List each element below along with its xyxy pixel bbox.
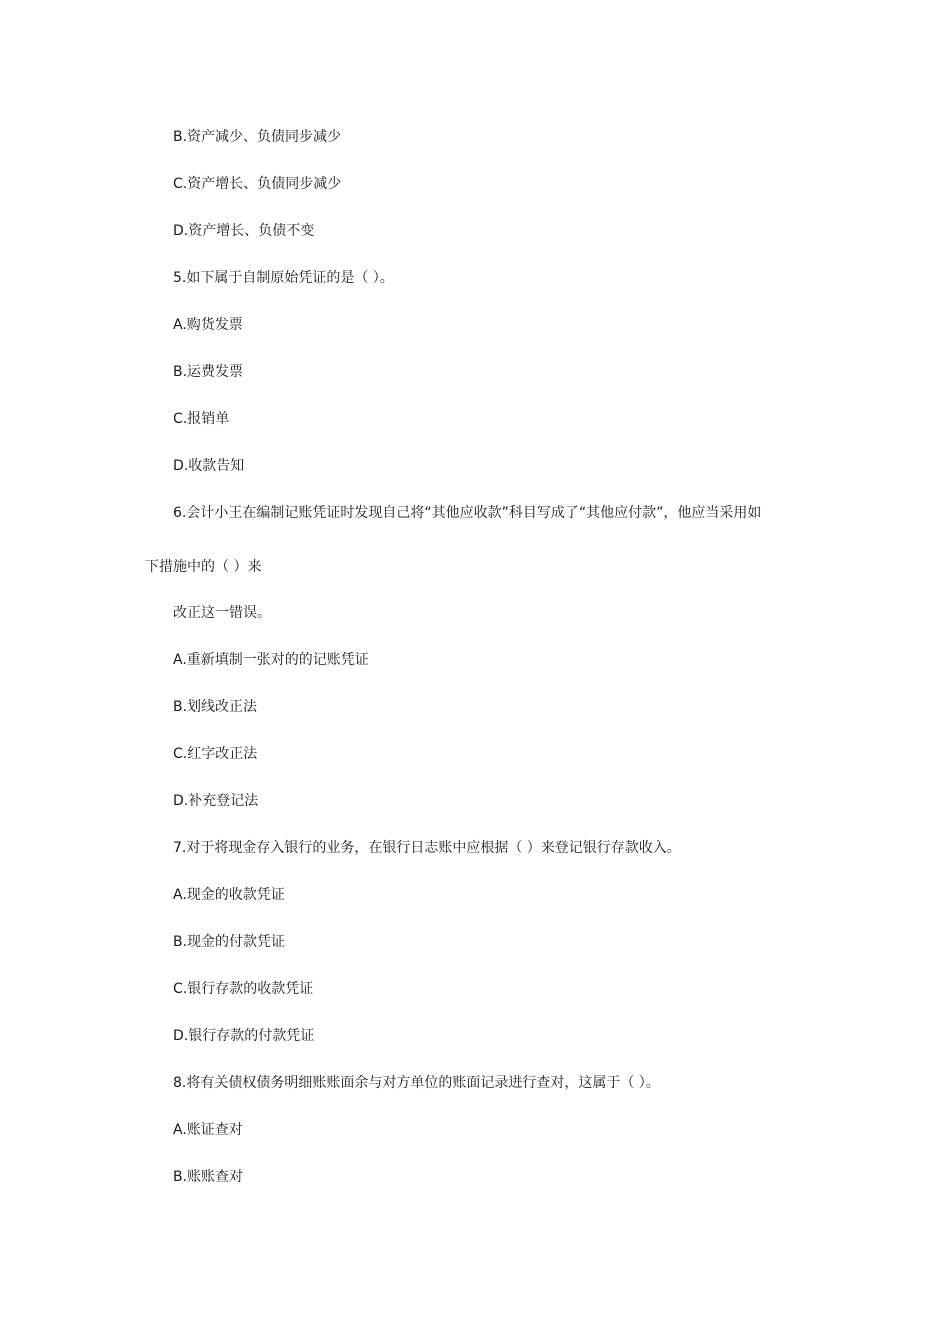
option-4c: C.资产增长、负债同步减少 — [173, 176, 342, 192]
option-6c: C.红字改正法 — [173, 746, 258, 762]
question-6-line-1: 6.会计小王在编制记账凭证时发现自己将“其他应收款”科目写成了“其他应付款”，他应当采用如 — [173, 505, 762, 521]
option-7b: B.现金的付款凭证 — [173, 934, 286, 950]
option-8a: A.账证查对 — [173, 1122, 243, 1138]
option-7d: D.银行存款的付款凭证 — [173, 1028, 315, 1044]
option-7a: A.现金的收款凭证 — [173, 887, 285, 903]
option-4d: D.资产增长、负债不变 — [173, 223, 315, 239]
option-5a: A.购货发票 — [173, 317, 243, 333]
question-8: 8.将有关债权债务明细账账面余与对方单位的账面记录进行查对，这属于（ ）。 — [173, 1075, 660, 1091]
question-5: 5.如下属于自制原始凭证的是（ ）。 — [173, 270, 394, 286]
option-5d: D.收款告知 — [173, 458, 245, 474]
option-5c: C.报销单 — [173, 411, 230, 427]
option-4b: B.资产减少、负债同步减少 — [173, 129, 342, 145]
option-6d: D.补充登记法 — [173, 793, 259, 809]
question-6-line-3: 改正这一错误。 — [173, 605, 271, 621]
option-6b: B.划线改正法 — [173, 699, 258, 715]
question-7: 7.对于将现金存入银行的业务，在银行日志账中应根据（ ）来登记银行存款收入。 — [173, 840, 681, 856]
question-6-line-2: 下措施中的（ ）来 — [145, 559, 262, 575]
option-7c: C.银行存款的收款凭证 — [173, 981, 314, 997]
option-8b: B.账账查对 — [173, 1169, 244, 1185]
option-5b: B.运费发票 — [173, 364, 244, 380]
option-6a: A.重新填制一张对的的记账凭证 — [173, 652, 369, 668]
